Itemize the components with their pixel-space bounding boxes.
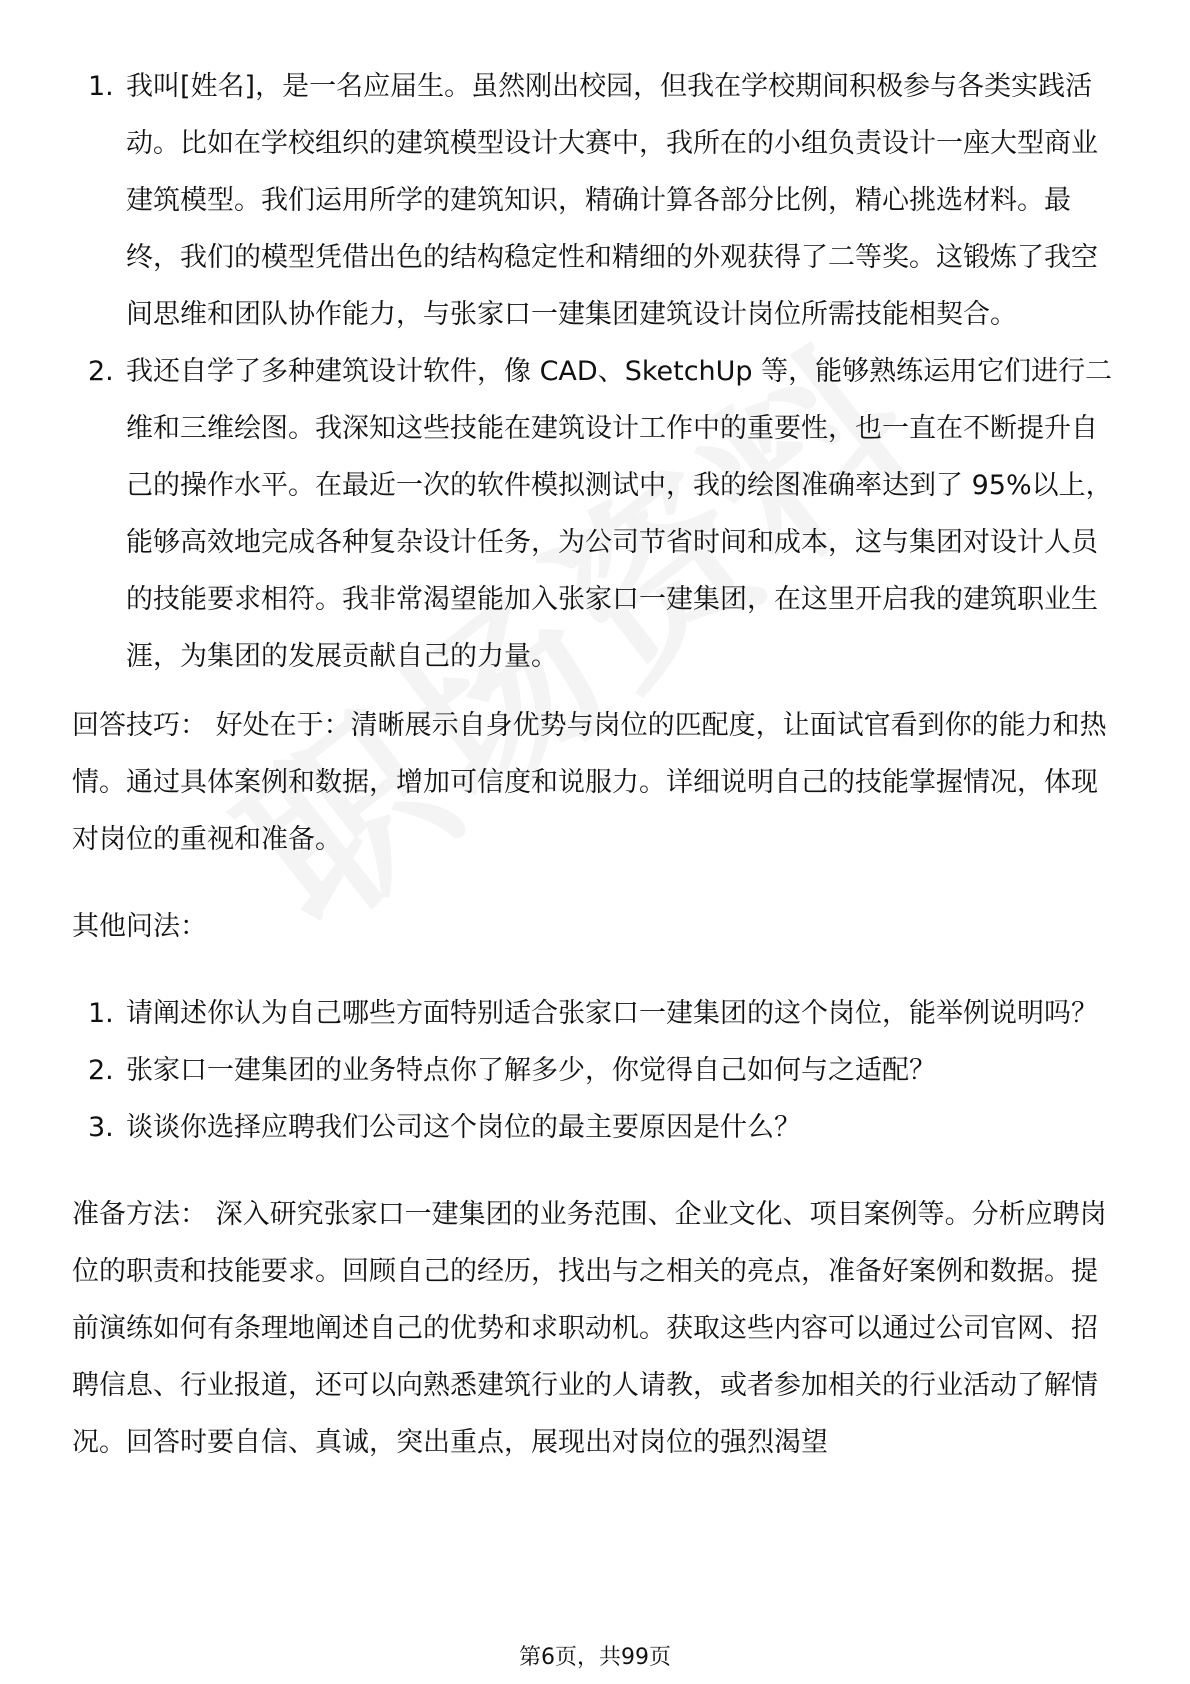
other-questions-heading: 其他问法： [72,911,207,942]
page-number-footer: 第6页，共99页 [519,1645,671,1670]
list-item-text: 谈谈你选择应聘我们公司这个岗位的最主要原因是什么？ [126,1112,801,1143]
answer-list [72,58,1122,685]
preparation-paragraph: 准备方法： 深入研究张家口一建集团的业务范围、企业文化、项目案例等。分析应聘岗位的职责和技能要求。回顾自己的经历，找出与之相关的亮点，准备好案例和数据。提前演练如何有条理地阐述自己的优势和求职动机。获取这些内容可以通过公司官网、招聘信息、行业报道，还可以向熟悉建筑行业的人请教，或者参加相关的行业活动了解情况。回答时要自信、真诚，突出重点，展现出对岗位的强烈渴望 [72,1199,1107,1458]
list-item [72,1099,1122,1156]
list-number: 1. [88,71,114,102]
list-number: 2. [88,356,114,387]
page-content [72,58,1122,1471]
list-number: 1. [88,998,114,1029]
list-item-text: 我还自学了多种建筑设计软件，像 CAD、SketchUp 等，能够熟练运用它们进行二维和三维绘图。我深知这些技能在建筑设计工作中的重要性，也一直在不断提升自己的操作水平。在最近一次的软件模拟测试中，我的绘图准确率达到了 95%以上，能够高效地完成各种复杂设计任务，为公司节省时间和成本，这与集团对设计人员的技能要求相符。我非常渴望能加入张家口一建集团，在这里开启我的建筑职业生涯，为集团的发展贡献自己的力量。 [126,356,1113,672]
list-number: 3. [88,1112,114,1143]
list-number: 2. [88,1055,114,1086]
list-item [72,1042,1122,1099]
list-item [72,343,1122,685]
list-item [72,58,1122,343]
answer-tips-paragraph: 回答技巧： 好处在于：清晰展示自身优势与岗位的匹配度，让面试官看到你的能力和热情。通过具体案例和数据，增加可信度和说服力。详细说明自己的技能掌握情况，体现对岗位的重视和准备。 [72,710,1107,855]
list-item-text: 张家口一建集团的业务特点你了解多少，你觉得自己如何与之适配？ [126,1055,936,1086]
list-item-text: 我叫[姓名]，是一名应届生。虽然刚出校园，但我在学校期间积极参与各类实践活动。比如在学校组织的建筑模型设计大赛中，我所在的小组负责设计一座大型商业建筑模型。我们运用所学的建筑知识，精确计算各部分比例，精心挑选材料。最终，我们的模型凭借出色的结构稳定性和精细的外观获得了二等奖。这锻炼了我空间思维和团队协作能力，与张家口一建集团建筑设计岗位所需技能相契合。 [126,71,1098,330]
list-item-text: 请阐述你认为自己哪些方面特别适合张家口一建集团的这个岗位，能举例说明吗？ [126,998,1098,1029]
other-questions-list [72,985,1122,1156]
list-item [72,985,1122,1042]
